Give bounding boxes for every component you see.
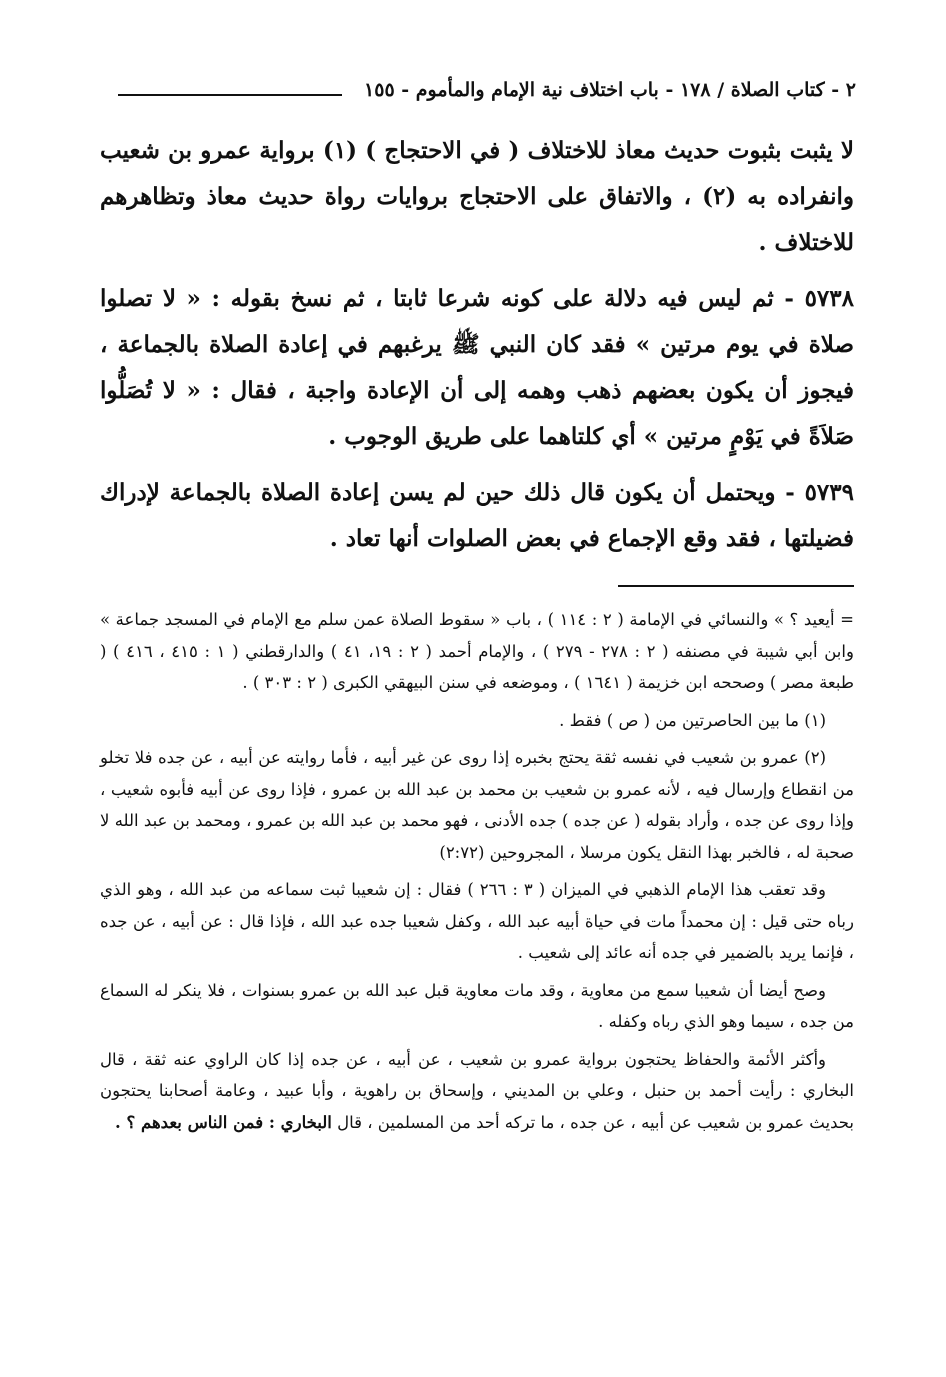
paragraph-5738: ٥٧٣٨ - ثم ليس فيه دلالة على كونه شرعا ثابتا ، ثم نسخ بقوله : « لا تصلوا صلاة في يوم مرتين » فقد كان النبي ﷺ يرغبهم في إعادة الصلاة بالجماعة ، فيجوز أن يكون بعضهم ذهب وهمه إلى أن الإعادة واجبة ، فقال : « لا تُصَلُّوا صَلاَةً في يَوْمٍ مرتين » أي كلتاهما على طريق الوجوب . — [100, 285, 854, 450]
footnote-2-bukhari — [100, 1044, 854, 1139]
paragraph-5739: ٥٧٣٩ - ويحتمل أن يكون قال ذلك حين لم يسن إعادة الصلاة بالجماعة لإدراك فضيلتها ، فقد وقع الإجماع في بعض الصلوات أنها تعاد . — [100, 479, 854, 552]
paragraph-intro: لا يثبت بثبوت حديث معاذ للاختلاف ( في الاحتجاج ) (١) برواية عمرو بن شعيب وانفراده به (٢) ، والاتفاق على الاحتجاج بروايات رواة حديث معاذ وتظاهرهم للاختلاف . — [100, 137, 854, 256]
header-rule — [118, 94, 342, 96]
header-title: ٢ - كتاب الصلاة / ١٧٨ - باب اختلاف نية الإمام والمأموم - ١٥٥ — [364, 79, 856, 101]
running-header — [118, 70, 856, 110]
footnote-2-bukhari-text: وأكثر الأئمة والحفاظ يحتجون برواية عمرو بن شعيب ، عن أبيه ، عن جده إذا كان الراوي عنه ثقة ، قال البخاري : رأيت أحمد بن حنبل ، وعلي بن المديني ، وإسحاق بن راهوية ، وأبا عبيد ، وعامة أصحابنا يحتجون بحديث عمرو بن شعيب عن أبيه ، عن جده ، ما تركه أحد من المسلمين ، قال — [100, 1049, 854, 1132]
footnote-1: (١) ما بين الحاصرتين من ( ص ) فقط . — [559, 710, 826, 730]
footnote-separator — [618, 585, 854, 587]
footnote-continuation: = أيعيد ؟ » والنسائي في الإمامة ( ٢ : ١١٤ ) ، باب « سقوط الصلاة عمن سلم مع الإمام في المسجد جماعة » وابن أبي شيبة في مصنفه ( ٢ : ٢٧٨ - ٢٧٩ ) ، والإمام أحمد ( ٢ : ١٩، ٤١ ) والدارقطني ( ١ : ٤١٥ ، ٤١٦ ) ( طبعة مصر ) وصححه ابن خزيمة ( ١٦٤١ ) ، وموضعه في سنن البيهقي الكبرى ( ٢ : ٣٠٣ ) . — [100, 610, 854, 692]
footnote-2-bukhari-end: البخاري : فمن الناس بعدهم ؟ . — [114, 1112, 332, 1132]
footnote-2-muawiya: وصح أيضا أن شعيبا سمع من معاوية ، وقد مات معاوية قبل عبد الله بن عمرو بسنوات ، فلا ينكر له السماع من جده ، سيما وهو الذي رباه وكفله . — [100, 980, 854, 1031]
footnote-2-dhahabi: وقد تعقب هذا الإمام الذهبي في الميزان ( ٣ : ٢٦٦ ) فقال : إن شعيبا ثبت سماعه من عبد الله ، وهو الذي رباه حتى قيل : إن محمداً مات في حياة أبيه عبد الله ، وكفل شعيبا جده عبد الله ، فإذا قال : عن أبيه ، عن جده ، فإنما يريد بالضمير في جده أنه عائد إلى شعيب . — [100, 880, 854, 962]
main-text — [100, 128, 854, 572]
footnotes — [100, 604, 854, 1144]
footnote-2: (٢) عمرو بن شعيب في نفسه ثقة يحتج بخبره إذا روى عن غير أبيه ، فأما روايته عن أبيه ، عن جده فلا تخلو من انقطاع وإرسال فيه ، لأنه عمرو بن شعيب بن محمد بن عبد الله بن عمرو ، فإذا روى عن أبيه فأبوه شعيب ، وإذا روى عن جده ، وأراد بقوله ( عن جده ) جده الأدنى ، فهو محمد بن عبد الله بن عمرو ، ومحمد بن عبد الله لا صحبة له ، فالخبر بهذا النقل يكون مرسلا ، المجروحين (٢:٧٢) — [100, 748, 854, 862]
